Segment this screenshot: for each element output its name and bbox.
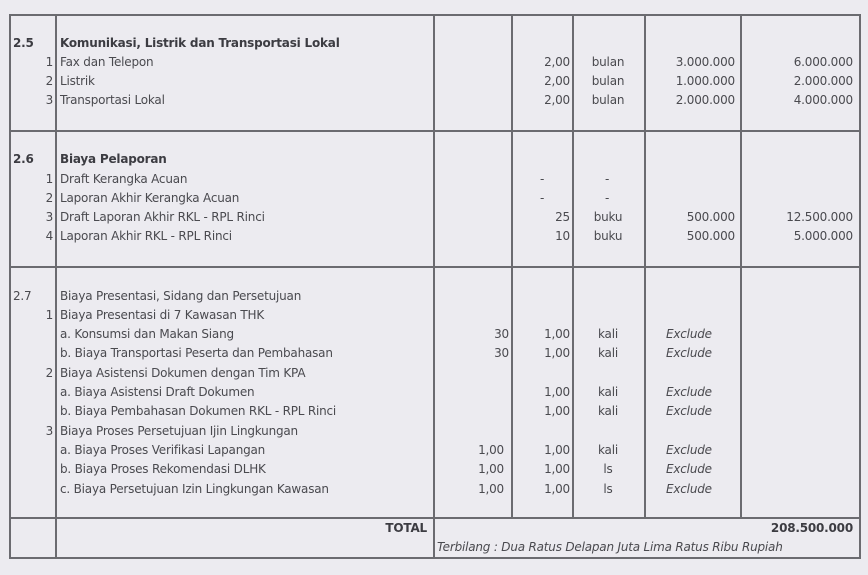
section-title: Komunikasi, Listrik dan Transportasi Lokal xyxy=(60,36,340,50)
item-unit: kali xyxy=(598,327,618,341)
item-unit-price: Exclude xyxy=(666,404,712,418)
column-divider xyxy=(433,14,435,559)
item-number: 3 xyxy=(45,210,53,224)
item-volume: 1,00 xyxy=(544,327,570,341)
item-unit: bulan xyxy=(591,55,625,69)
item-unit-price: Exclude xyxy=(666,327,712,341)
item-unit-price: 500.000 xyxy=(686,229,735,243)
item-unit-price: Exclude xyxy=(666,346,712,360)
total-value: 208.500.000 xyxy=(770,521,853,535)
item-total: 2.000.000 xyxy=(793,74,853,88)
item-volume: 25 xyxy=(555,210,570,224)
item-participants: 1,00 xyxy=(478,443,504,457)
item-number: 3 xyxy=(45,424,53,438)
item-volume: 2,00 xyxy=(544,74,570,88)
item-description: a. Biaya Asistensi Draft Dokumen xyxy=(60,385,255,399)
item-description: b. Biaya Transportasi Peserta dan Pembahasan xyxy=(60,346,333,360)
section-code: 2.7 xyxy=(13,289,32,303)
item-number: 1 xyxy=(45,308,53,322)
item-description: Listrik xyxy=(60,74,95,88)
item-unit: kali xyxy=(598,346,618,360)
total-label: TOTAL xyxy=(385,521,427,535)
item-number: 4 xyxy=(45,229,53,243)
item-number: 3 xyxy=(45,93,53,107)
item-volume: - xyxy=(540,191,545,205)
item-unit-price: Exclude xyxy=(666,462,712,476)
section-title: Biaya Pelaporan xyxy=(60,152,167,166)
item-total: 6.000.000 xyxy=(793,55,853,69)
item-unit: ls xyxy=(603,482,613,496)
section-title: Biaya Presentasi, Sidang dan Persetujuan xyxy=(60,289,302,303)
item-number: 2 xyxy=(45,366,53,380)
item-unit: bulan xyxy=(591,74,625,88)
section-code: 2.5 xyxy=(13,36,34,50)
item-volume: 2,00 xyxy=(544,93,570,107)
item-unit-price: Exclude xyxy=(666,385,712,399)
total-in-words: Terbilang : Dua Ratus Delapan Juta Lima Ratus Ribu Rupiah xyxy=(437,540,783,554)
item-unit-price: Exclude xyxy=(666,482,712,496)
item-description: Draft Laporan Akhir RKL - RPL Rinci xyxy=(60,210,265,224)
item-unit: buku xyxy=(593,229,623,243)
item-unit-price: Exclude xyxy=(666,443,712,457)
item-unit: kali xyxy=(598,443,618,457)
item-unit-price: 3.000.000 xyxy=(675,55,735,69)
item-number: 2 xyxy=(45,191,53,205)
item-volume: 10 xyxy=(555,229,570,243)
item-volume: - xyxy=(540,172,545,186)
item-volume: 1,00 xyxy=(544,385,570,399)
item-total: 12.500.000 xyxy=(786,210,853,224)
item-volume: 1,00 xyxy=(544,482,570,496)
item-participants: 30 xyxy=(494,346,509,360)
item-volume: 1,00 xyxy=(544,404,570,418)
item-unit-price: 1.000.000 xyxy=(675,74,735,88)
item-unit: bulan xyxy=(591,93,625,107)
row-divider xyxy=(9,266,861,268)
table-border-top xyxy=(9,14,861,16)
item-description: Draft Kerangka Acuan xyxy=(60,172,188,186)
item-volume: 1,00 xyxy=(544,462,570,476)
item-unit: kali xyxy=(598,404,618,418)
item-participants: 1,00 xyxy=(478,482,504,496)
item-description: Fax dan Telepon xyxy=(60,55,154,69)
item-description: a. Konsumsi dan Makan Siang xyxy=(60,327,234,341)
item-description: Laporan Akhir Kerangka Acuan xyxy=(60,191,240,205)
item-number: 1 xyxy=(45,172,53,186)
item-participants: 1,00 xyxy=(478,462,504,476)
item-unit: ls xyxy=(603,462,613,476)
item-description: c. Biaya Persetujuan Izin Lingkungan Kawasan xyxy=(60,482,329,496)
section-code: 2.6 xyxy=(13,152,34,166)
item-description: Transportasi Lokal xyxy=(60,93,165,107)
item-total: 5.000.000 xyxy=(793,229,853,243)
item-volume: 1,00 xyxy=(544,346,570,360)
item-description: b. Biaya Proses Rekomendasi DLHK xyxy=(60,462,266,476)
item-unit: - xyxy=(605,172,610,186)
item-total: 4.000.000 xyxy=(793,93,853,107)
item-volume: 1,00 xyxy=(544,443,570,457)
table-border-right xyxy=(859,14,861,559)
item-participants: 30 xyxy=(494,327,509,341)
column-divider xyxy=(55,14,57,559)
item-description: Biaya Presentasi di 7 Kawasan THK xyxy=(60,308,265,322)
item-unit: kali xyxy=(598,385,618,399)
item-unit-price: 2.000.000 xyxy=(675,93,735,107)
item-unit: buku xyxy=(593,210,623,224)
item-unit: - xyxy=(605,191,610,205)
item-number: 2 xyxy=(45,74,53,88)
row-divider xyxy=(9,130,861,132)
item-description: a. Biaya Proses Verifikasi Lapangan xyxy=(60,443,266,457)
table-border-left xyxy=(9,14,11,559)
item-description: b. Biaya Pembahasan Dokumen RKL - RPL Rinci xyxy=(60,404,337,418)
item-description: Biaya Asistensi Dokumen dengan Tim KPA xyxy=(60,366,306,380)
item-description: Laporan Akhir RKL - RPL Rinci xyxy=(60,229,232,243)
item-unit-price: 500.000 xyxy=(686,210,735,224)
item-number: 1 xyxy=(45,55,53,69)
item-volume: 2,00 xyxy=(544,55,570,69)
item-description: Biaya Proses Persetujuan Ijin Lingkungan xyxy=(60,424,298,438)
